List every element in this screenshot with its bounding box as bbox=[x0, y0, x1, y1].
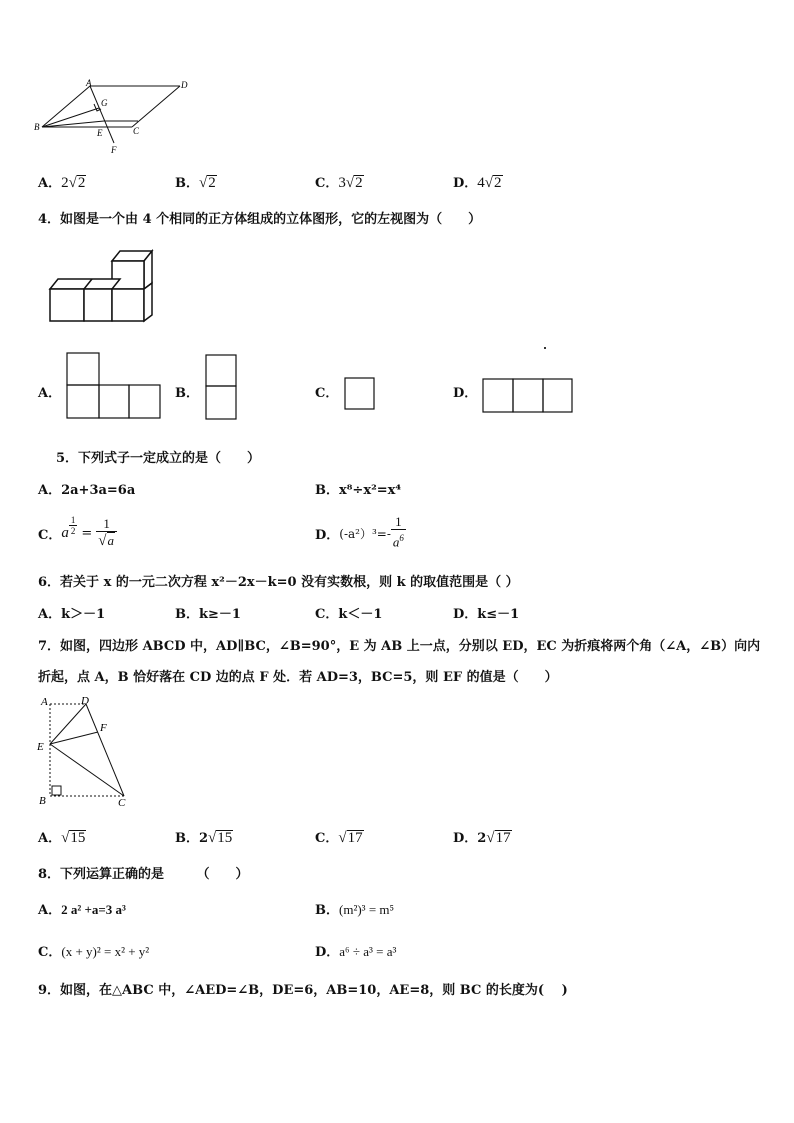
q5-d-denominator bbox=[391, 530, 406, 550]
q3-option-d-radicand: 2 bbox=[494, 175, 502, 191]
q3-option-a-radicand: 2 bbox=[77, 175, 86, 191]
q3-option-c-coef: 3 bbox=[338, 175, 346, 191]
q7-label-a: A bbox=[41, 696, 48, 708]
q9-question-text: 9．如图，在△ABC 中，∠AED=∠B，DE=6，AB=10，AE=8，则 BC 的长度为( ) bbox=[38, 983, 568, 998]
q5-option-a[interactable]: A．2a+3a=6a bbox=[38, 483, 136, 498]
q7-option-c[interactable] bbox=[315, 827, 364, 847]
q5-option-d-letter: D． bbox=[315, 527, 340, 543]
q7-option-c-letter: C． bbox=[315, 831, 339, 846]
q7-label-f: F bbox=[100, 722, 107, 734]
q4-option-d-label[interactable]: D． bbox=[453, 386, 478, 401]
q5-d-numerator: 1 bbox=[391, 515, 406, 530]
q5-option-c-exponent bbox=[69, 515, 78, 536]
q4-option-b-figure[interactable] bbox=[205, 354, 237, 420]
q5-c-numerator: 1 bbox=[96, 517, 117, 532]
q3-side-dc bbox=[132, 86, 180, 127]
q8-option-a-letter: A． bbox=[38, 903, 62, 918]
q7-option-d-coef: 2 bbox=[477, 831, 487, 846]
q8-option-d-letter: D． bbox=[315, 945, 340, 960]
q3-option-d[interactable] bbox=[453, 172, 503, 192]
q4-option-a-label[interactable]: A． bbox=[38, 386, 62, 401]
q3-parallelogram-figure bbox=[34, 78, 194, 158]
q3-option-d-letter: D． bbox=[453, 176, 478, 191]
q7-option-d-letter: D． bbox=[453, 831, 478, 846]
q8-option-b-letter: B． bbox=[315, 903, 339, 918]
q5-question-text: 5．下列式子一定成立的是（ ） bbox=[56, 451, 261, 466]
q3-option-c[interactable] bbox=[315, 172, 364, 192]
q3-label-f: F bbox=[111, 145, 117, 155]
q5-d-den-exp: 6 bbox=[399, 533, 404, 544]
q6-option-b[interactable]: B．k≥－1 bbox=[175, 607, 241, 622]
sqrt-icon: √ bbox=[486, 830, 495, 846]
q5-c-denominator bbox=[96, 532, 117, 549]
q6-option-d[interactable]: D．k≤－1 bbox=[453, 607, 520, 622]
q7-label-e: E bbox=[37, 741, 44, 753]
q7-line-ed bbox=[50, 704, 86, 744]
q5-option-b[interactable]: B．x⁸÷x²=x⁴ bbox=[315, 483, 402, 498]
q8-option-c[interactable] bbox=[38, 941, 149, 960]
q8-option-b-expr: (m²)³ = m⁵ bbox=[339, 902, 395, 917]
q7-option-b-letter: B． bbox=[175, 831, 199, 846]
q7-label-d: D bbox=[81, 695, 89, 707]
q3-option-a[interactable] bbox=[38, 172, 86, 192]
q3-label-g: G bbox=[101, 98, 108, 108]
q5-option-c-fraction bbox=[96, 517, 117, 549]
q5-d-den-base: a bbox=[392, 534, 400, 550]
q7-option-a[interactable] bbox=[38, 827, 86, 847]
q3-option-a-letter: A． bbox=[38, 176, 62, 191]
q4-question-text: 4．如图是一个由 4 个相同的正方体组成的立体图形，它的左视图为（ ） bbox=[38, 212, 482, 227]
q7-option-c-radicand: 17 bbox=[347, 830, 363, 846]
q7-label-b: B bbox=[39, 795, 46, 807]
q8-option-b[interactable] bbox=[315, 899, 394, 918]
stray-dot bbox=[544, 347, 546, 349]
q3-option-d-coef: 4 bbox=[477, 175, 485, 191]
q5-option-c-letter: C． bbox=[38, 527, 62, 543]
q4-option-b-label[interactable]: B． bbox=[175, 386, 199, 401]
sqrt-icon: √ bbox=[61, 830, 70, 846]
q4-cube-stack-figure bbox=[46, 245, 158, 325]
q3-option-a-coef: 2 bbox=[61, 175, 69, 191]
q3-label-c: C bbox=[133, 126, 140, 136]
q4-option-a-figure[interactable] bbox=[66, 352, 162, 420]
q6-option-c[interactable]: C．k＜－1 bbox=[315, 607, 383, 622]
q5-option-c-eq: = bbox=[81, 525, 93, 541]
q6-question-text: 6．若关于 x 的一元二次方程 x²－2x－k=0 没有实数根，则 k 的取值范围是（ ） bbox=[38, 575, 519, 590]
q7-line-ef bbox=[50, 732, 98, 744]
q5-option-c[interactable] bbox=[38, 511, 117, 555]
q5-exp-denominator: 2 bbox=[70, 525, 76, 536]
q3-option-c-radicand: 2 bbox=[355, 175, 363, 191]
q7-label-c: C bbox=[118, 797, 126, 809]
q8-option-d-expr: a⁶ ÷ a³ = a³ bbox=[339, 944, 397, 959]
q7-option-b[interactable] bbox=[175, 827, 233, 847]
q4-option-c-label[interactable]: C． bbox=[315, 386, 339, 401]
q7-option-a-radicand: 15 bbox=[70, 830, 86, 846]
q6-option-a[interactable]: A．k＞－1 bbox=[38, 607, 106, 622]
sqrt-icon: √ bbox=[208, 830, 217, 846]
q8-option-c-letter: C． bbox=[38, 945, 62, 960]
q5-exp-numerator: 1 bbox=[70, 514, 76, 525]
q5-c-radicand: a bbox=[107, 533, 114, 548]
q5-option-d-expr: (-a²）³=- bbox=[339, 526, 391, 541]
q7-trapezoid-figure bbox=[34, 694, 134, 810]
sqrt-icon: √ bbox=[199, 175, 208, 191]
q8-question-text: 8．下列运算正确的是 （ ） bbox=[38, 867, 249, 882]
q3-label-b: B bbox=[34, 122, 40, 132]
q7-option-d-radicand: 17 bbox=[495, 830, 511, 846]
q8-option-c-expr: (x + y)² = x² + y² bbox=[61, 944, 150, 959]
q3-option-b-letter: B． bbox=[175, 176, 199, 191]
q7-option-b-radicand: 15 bbox=[217, 830, 233, 846]
sqrt-icon: √ bbox=[345, 175, 355, 191]
q5-option-c-base: a bbox=[61, 524, 69, 541]
sqrt-icon: √ bbox=[98, 533, 107, 549]
q3-label-e: E bbox=[97, 128, 103, 138]
sqrt-icon: √ bbox=[68, 175, 77, 191]
q8-option-d[interactable] bbox=[315, 941, 396, 960]
q3-label-d: D bbox=[181, 80, 188, 90]
q7-right-angle-mark bbox=[52, 786, 61, 795]
q3-label-a: A bbox=[86, 78, 92, 88]
q3-option-b[interactable] bbox=[175, 172, 217, 192]
q3-option-b-radicand: 2 bbox=[208, 175, 216, 191]
q4-option-c-figure[interactable] bbox=[344, 377, 376, 411]
sqrt-icon: √ bbox=[484, 175, 494, 191]
q5-option-d-fraction bbox=[391, 515, 406, 550]
q7-question-line1: 7．如图，四边形 ABCD 中，AD∥BC，∠B=90°，E 为 AB 上一点，分别以 ED，EC 为折痕将两个角（∠A，∠B）向内 bbox=[38, 639, 761, 654]
q7-option-a-letter: A． bbox=[38, 831, 62, 846]
q7-option-b-coef: 2 bbox=[199, 831, 209, 846]
q3-option-c-letter: C． bbox=[315, 176, 339, 191]
q4-option-d-figure[interactable] bbox=[482, 378, 574, 414]
q7-question-line2: 折起，点 A，B 恰好落在 CD 边的点 F 处．若 AD=3，BC=5，则 EF 的值是（ ） bbox=[38, 670, 558, 685]
q8-option-a-expr: 2 a² +a=3 a³ bbox=[61, 902, 126, 917]
sqrt-icon: √ bbox=[338, 830, 347, 846]
q7-option-d[interactable] bbox=[453, 827, 512, 847]
q3-side-ab bbox=[42, 86, 90, 127]
q8-option-a[interactable] bbox=[38, 899, 126, 918]
q5-option-d[interactable] bbox=[315, 511, 406, 555]
